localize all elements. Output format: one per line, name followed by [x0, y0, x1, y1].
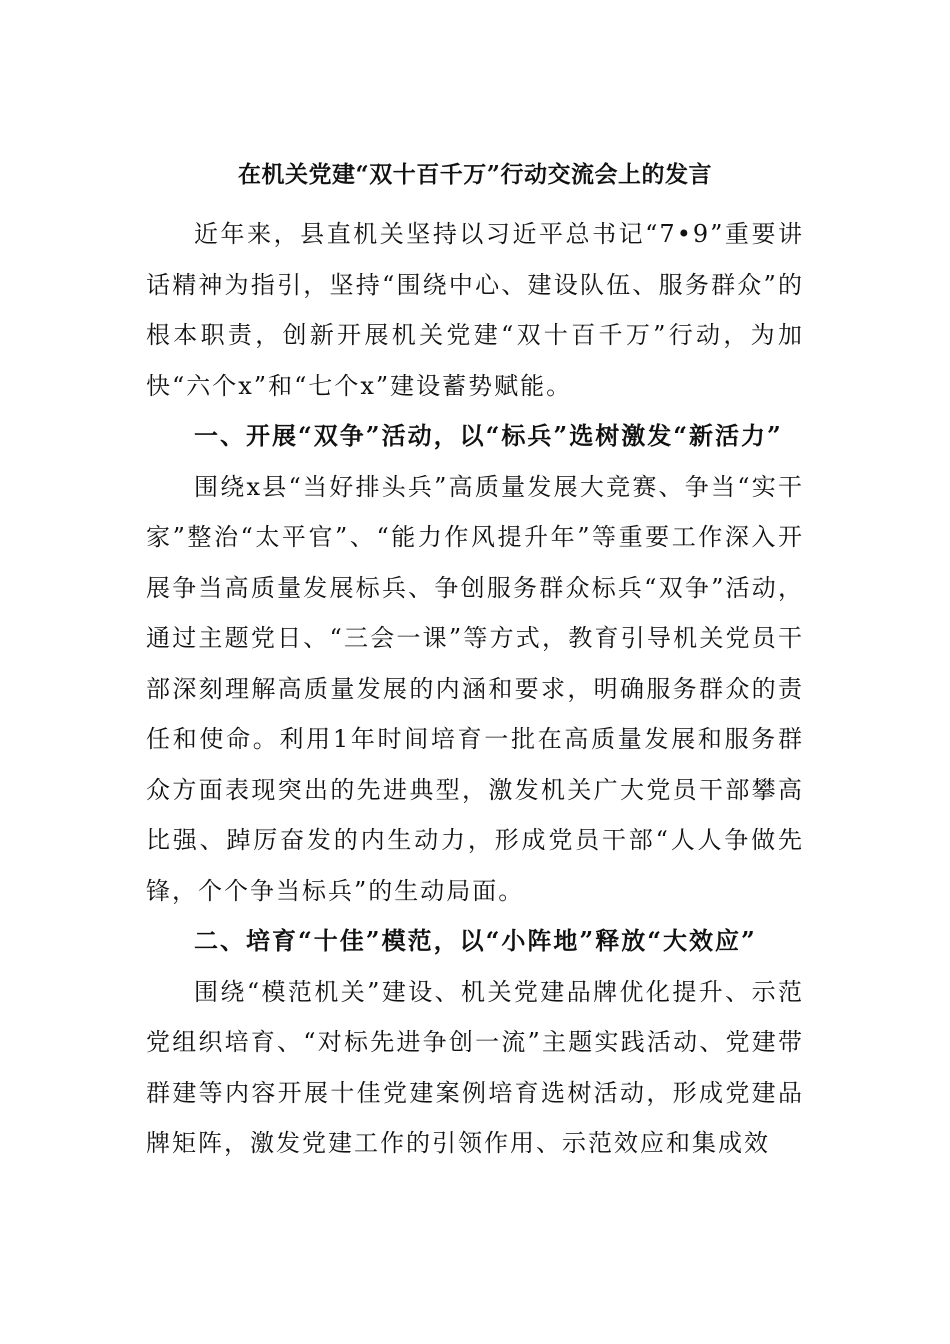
- intro-paragraph: 近年来，县直机关坚持以习近平总书记“7•9”重要讲话精神为指引，坚持“围绕中心、建设队伍、服务群众”的根本职责，创新开展机关党建“双十百千万”行动，为加快“六个x”和“七个x”建设蓄势赋能。: [146, 220, 804, 400]
- section-heading-1: 一、开展“双争”活动，以“标兵”选树激发“新活力”: [194, 421, 783, 450]
- section-heading-2: 二、培育“十佳”模范，以“小阵地”释放“大效应”: [194, 926, 757, 955]
- section-1-paragraph: 围绕x县“当好排头兵”高质量发展大竞赛、争当“实干家”整治“太平官”、“能力作风提升年”等重要工作深入开展争当高质量发展标兵、争创服务群众标兵“双争”活动，通过主题党日、“三会一课”等方式，教育引导机关党员干部深刻理解高质量发展的内涵和要求，明确服务群众的责任和使命。利用1年时间培育一批在高质量发展和服务群众方面表现突出的先进典型，激发机关广大党员干部攀高比强、踔厉奋发的内生动力，形成党员干部“人人争做先锋，个个争当标兵”的生动局面。: [146, 472, 804, 905]
- section-2-paragraph: 围绕“模范机关”建设、机关党建品牌优化提升、示范党组织培育、“对标先进争创一流”主题实践活动、党建带群建等内容开展十佳党建案例培育选树活动，形成党建品牌矩阵，激发党建工作的引领作用、示范效应和集成效: [146, 977, 804, 1157]
- document-title: 在机关党建“双十百千万”行动交流会上的发言: [238, 161, 712, 188]
- document-page: [146, 150, 804, 1169]
